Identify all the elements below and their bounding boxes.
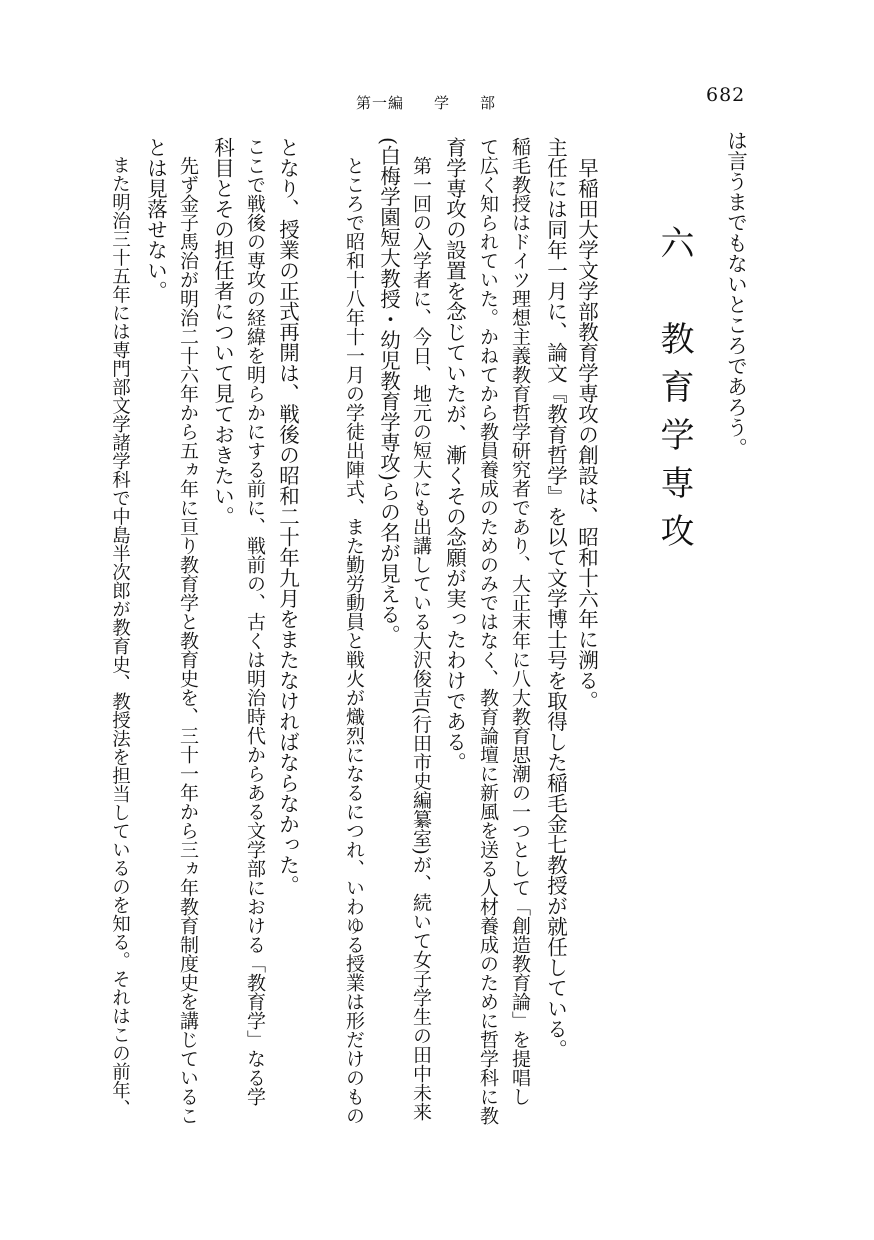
running-head-word-1: 学	[433, 94, 450, 112]
text-column: ここで戦後の専攻の経緯を明らかにする前に、戦前の、古くは明治時代からある文学部における「教育学」なる学	[244, 137, 266, 1106]
section-title: 六 教育学専攻	[654, 225, 694, 561]
text-column: て広く知られていた。かねてから教員養成のためのみではなく、教育論壇に新風を送る人材養成のために哲学科に教	[477, 137, 499, 1125]
text-column: 主任には同年一月に、論文『教育哲学』を以て文学博士号を取得した稲毛金七教授が就任している。	[543, 137, 568, 1060]
text-column: (白梅学園短大教授・幼児教育学専攻)らの名が見える。	[376, 137, 401, 645]
text-column: となり、授業の正式再開は、戦後の昭和二十年九月をまたなければならなかった。	[275, 137, 300, 896]
text-column: 育学専攻の設置を念じていたが、漸くその念願が実ったわけである。	[442, 137, 467, 773]
running-head-word-2: 部	[479, 94, 496, 112]
text-column: ところで昭和十八年十一月の学徒出陣式、また勤労動員と戦火が熾烈になるにつれ、いわゆる授業は形だけのもの	[343, 137, 365, 1125]
text-column: 第一回の入学者に、今日、地元の短大にも出講している大沢俊吉(行田市史編纂室)が、続いて女子学生の田中未来	[410, 137, 432, 1121]
running-head	[356, 92, 496, 113]
running-head-part: 第一編	[356, 94, 405, 112]
text-column: とは見落せない。	[143, 137, 168, 301]
text-column: また明治三十五年には専門部文学諸学科で中島半次郎が教育史、教授法を担当しているのを知る。それはこの前年、	[109, 137, 131, 1118]
text-column: 科目とその担任者について見ておきたい。	[210, 137, 235, 527]
previous-text-line: は言うまでもないところであろう。	[723, 130, 748, 458]
text-column: 早稲田大学文学部教育学専攻の創設は、昭和十六年に溯る。	[574, 137, 599, 711]
text-column: 稲毛教授はドイツ理想主義教育哲学研究者であり、大正末年に八大教育思潮の一つとして「創造教育論」を提唱し	[509, 137, 531, 1106]
page-number: 682	[706, 84, 746, 106]
text-column: 先ず金子馬治が明治二十六年から五ヵ年に亘り教育学と教育史を、三十一年から三ヵ年教育制度史を講じているこ	[177, 137, 199, 1125]
